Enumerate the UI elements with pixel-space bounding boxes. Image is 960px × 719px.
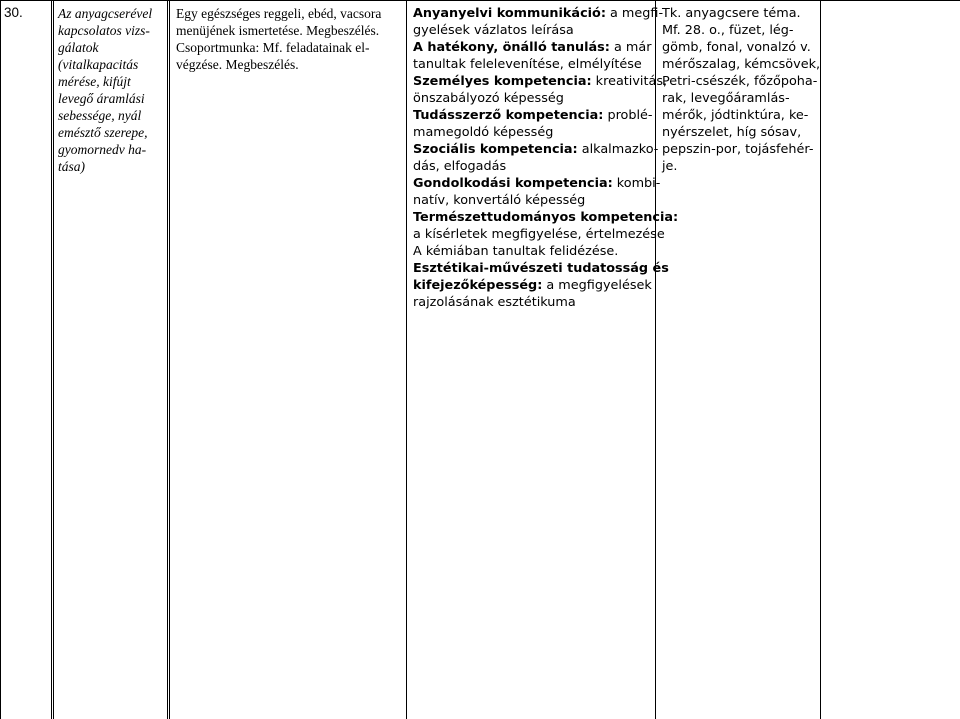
topic-cell bbox=[52, 1, 170, 719]
topic-line: levegő áramlási bbox=[58, 91, 145, 106]
materials-line: rak, levegőáramlás- bbox=[662, 91, 790, 106]
topic-line: mérése, kifújt bbox=[58, 74, 131, 89]
competency-description: a már bbox=[609, 40, 652, 55]
row-number-cell bbox=[1, 1, 52, 719]
competency-heading: Anyanyelvi kommunikáció: bbox=[413, 6, 606, 21]
competency-description: rajzolásának esztétikuma bbox=[413, 295, 576, 310]
competency-cell bbox=[407, 1, 679, 719]
competency-line bbox=[413, 5, 664, 22]
activity-line: végzése. Megbeszélés. bbox=[176, 57, 299, 72]
competency-line bbox=[413, 209, 679, 226]
materials-line: Mf. 28. o., füzet, lég- bbox=[662, 23, 794, 38]
competency-line bbox=[413, 56, 651, 73]
materials-line: pepszin-por, tojásfehér- bbox=[662, 142, 814, 157]
competency-description: gyelések vázlatos leírása bbox=[413, 23, 574, 38]
competency-heading: Szociális kompetencia: bbox=[413, 142, 578, 157]
competency-description: A kémiában tanultak felidézése. bbox=[413, 244, 619, 259]
topic-line: (vitalkapacitás bbox=[58, 57, 139, 72]
competency-line bbox=[413, 260, 669, 277]
topic-line: tása) bbox=[58, 159, 85, 174]
competency-line bbox=[413, 243, 651, 260]
competency-description: kombi- bbox=[612, 176, 661, 191]
competency-heading: Személyes kompetencia: bbox=[413, 74, 592, 89]
competency-description: a megfigyelések bbox=[542, 278, 652, 293]
competency-description: kreativitás, bbox=[591, 74, 668, 89]
materials-line: Tk. anyagcsere téma. bbox=[662, 6, 801, 21]
competency-description: a kísérletek megfigyelése, értelmezése bbox=[413, 227, 665, 242]
topic-line: emésztő szerepe, bbox=[58, 125, 148, 140]
competency-line bbox=[413, 90, 651, 107]
activity-line: menüjének ismertetése. Megbeszélés. bbox=[176, 23, 380, 38]
competency-line bbox=[413, 158, 651, 175]
competency-description: dás, elfogadás bbox=[413, 159, 507, 174]
materials-line: mérőszalag, kémcsövek, bbox=[662, 57, 821, 72]
competency-line bbox=[413, 39, 651, 56]
competency-heading: Tudásszerző kompetencia: bbox=[413, 108, 604, 123]
competency-line bbox=[413, 175, 661, 192]
competency-description: mamegoldó képesség bbox=[413, 125, 554, 140]
topic-line: sebessége, nyál bbox=[58, 108, 142, 123]
materials-line: Petri-csészék, főzőpoha- bbox=[662, 74, 818, 89]
activity-line: Csoportmunka: Mf. feladatainak el- bbox=[176, 40, 370, 55]
topic-line: gálatok bbox=[58, 40, 99, 55]
competency-line bbox=[413, 141, 659, 158]
competency-description: alkalmazko- bbox=[577, 142, 659, 157]
competency-description: önszabályozó képesség bbox=[413, 91, 564, 106]
competency-line bbox=[413, 124, 651, 141]
topic-line: gyomornedv ha- bbox=[58, 142, 147, 157]
competency-heading: Természettudományos kompetencia: bbox=[413, 210, 679, 225]
competency-line bbox=[413, 107, 651, 124]
topic-line: Az anyagcserével bbox=[58, 6, 153, 21]
competency-line bbox=[413, 226, 665, 243]
competency-heading: kifejezőképesség: bbox=[413, 278, 543, 293]
topic-line: kapcsolatos vizs- bbox=[58, 23, 150, 38]
competency-text bbox=[413, 5, 679, 311]
competency-line bbox=[413, 73, 668, 90]
materials-text bbox=[662, 5, 821, 175]
competency-line bbox=[413, 192, 651, 209]
competency-line bbox=[413, 294, 651, 311]
materials-line: gömb, fonal, vonalzó v. bbox=[662, 40, 811, 55]
activity-cell bbox=[170, 1, 407, 719]
materials-line: mérők, jódtinktúra, ke- bbox=[662, 108, 809, 123]
competency-line bbox=[413, 22, 651, 39]
materials-line: nyérszelet, híg sósav, bbox=[662, 125, 802, 140]
competency-description: a megfi- bbox=[605, 6, 664, 21]
competency-description: problé- bbox=[603, 108, 653, 123]
competency-heading: A hatékony, önálló tanulás: bbox=[413, 40, 610, 55]
competency-line bbox=[413, 277, 651, 294]
competency-description: natív, konvertáló képesség bbox=[413, 193, 586, 208]
empty-cell bbox=[821, 1, 960, 719]
competency-description: tanultak felelevenítése, elmélyítése bbox=[413, 57, 642, 72]
row-number: 30. bbox=[4, 5, 23, 20]
competency-heading: Gondolkodási kompetencia: bbox=[413, 176, 613, 191]
materials-cell bbox=[656, 1, 821, 719]
activity-line: Egy egészséges reggeli, ebéd, vacsora bbox=[176, 6, 382, 21]
topic-text bbox=[58, 5, 165, 175]
materials-line: je. bbox=[662, 159, 678, 174]
competency-heading: Esztétikai-művészeti tudatosság és bbox=[413, 261, 669, 276]
activity-text bbox=[176, 5, 402, 73]
